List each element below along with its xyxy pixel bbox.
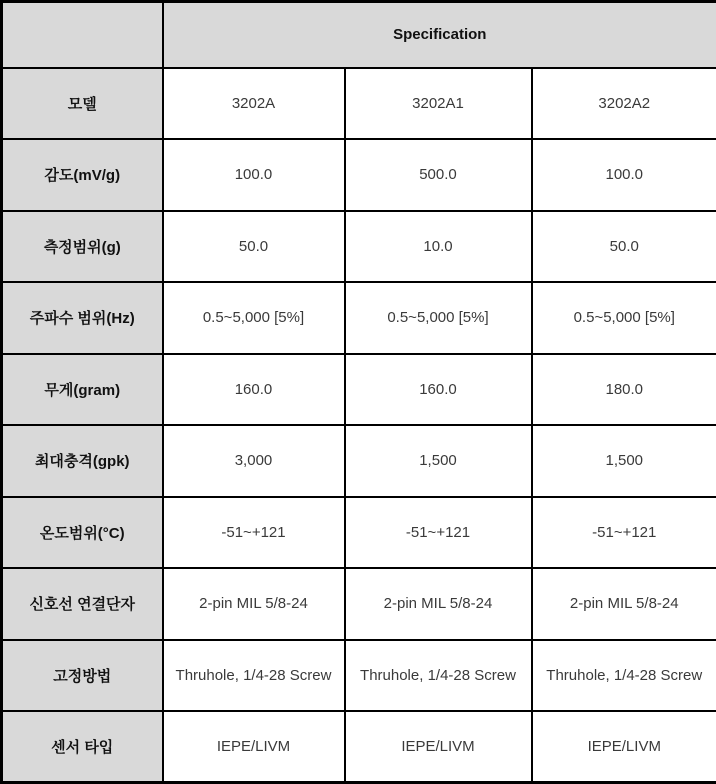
cell: 10.0 — [345, 211, 532, 283]
cell: 160.0 — [345, 354, 532, 426]
table-row-max-shock — [2, 425, 716, 497]
table-row-weight — [2, 354, 716, 426]
cell: 160.0 — [163, 354, 345, 426]
cell: 500.0 — [345, 139, 532, 211]
row-label: 센서 타입 — [2, 711, 163, 783]
table-row-range — [2, 211, 716, 283]
cell: 2-pin MIL 5/8-24 — [163, 568, 345, 640]
row-label: 무게(gram) — [2, 354, 163, 426]
cell: 100.0 — [532, 139, 716, 211]
cell: Thruhole, 1/4-28 Screw — [345, 640, 532, 712]
table-row-sensor-type — [2, 711, 716, 783]
cell: -51~+121 — [532, 497, 716, 569]
table-row-frequency — [2, 282, 716, 354]
cell: 180.0 — [532, 354, 716, 426]
cell: -51~+121 — [345, 497, 532, 569]
table-row-model — [2, 68, 716, 140]
cell-model-3202a2: 3202A2 — [532, 68, 716, 140]
cell: 3,000 — [163, 425, 345, 497]
table-row-temperature — [2, 497, 716, 569]
cell: 0.5~5,000 [5%] — [163, 282, 345, 354]
cell: Thruhole, 1/4-28 Screw — [532, 640, 716, 712]
table-title: Specification — [163, 2, 716, 68]
table-header-row — [2, 2, 716, 68]
cell-model-3202a1: 3202A1 — [345, 68, 532, 140]
cell: 100.0 — [163, 139, 345, 211]
cell: 0.5~5,000 [5%] — [345, 282, 532, 354]
table-row-sensitivity — [2, 139, 716, 211]
cell: 2-pin MIL 5/8-24 — [345, 568, 532, 640]
row-label: 감도(mV/g) — [2, 139, 163, 211]
corner-cell — [2, 2, 163, 68]
row-label: 최대충격(gpk) — [2, 425, 163, 497]
row-label: 신호선 연결단자 — [2, 568, 163, 640]
cell: IEPE/LIVM — [345, 711, 532, 783]
cell: 0.5~5,000 [5%] — [532, 282, 716, 354]
cell: 50.0 — [532, 211, 716, 283]
cell: IEPE/LIVM — [532, 711, 716, 783]
cell-model-3202a: 3202A — [163, 68, 345, 140]
table-row-mounting — [2, 640, 716, 712]
cell: 50.0 — [163, 211, 345, 283]
row-label: 모델 — [2, 68, 163, 140]
row-label: 주파수 범위(Hz) — [2, 282, 163, 354]
row-label: 온도범위(°C) — [2, 497, 163, 569]
cell: 1,500 — [532, 425, 716, 497]
table-row-connector — [2, 568, 716, 640]
row-label: 측정범위(g) — [2, 211, 163, 283]
cell: 2-pin MIL 5/8-24 — [532, 568, 716, 640]
row-label: 고정방법 — [2, 640, 163, 712]
cell: 1,500 — [345, 425, 532, 497]
cell: -51~+121 — [163, 497, 345, 569]
cell: Thruhole, 1/4-28 Screw — [163, 640, 345, 712]
cell: IEPE/LIVM — [163, 711, 345, 783]
